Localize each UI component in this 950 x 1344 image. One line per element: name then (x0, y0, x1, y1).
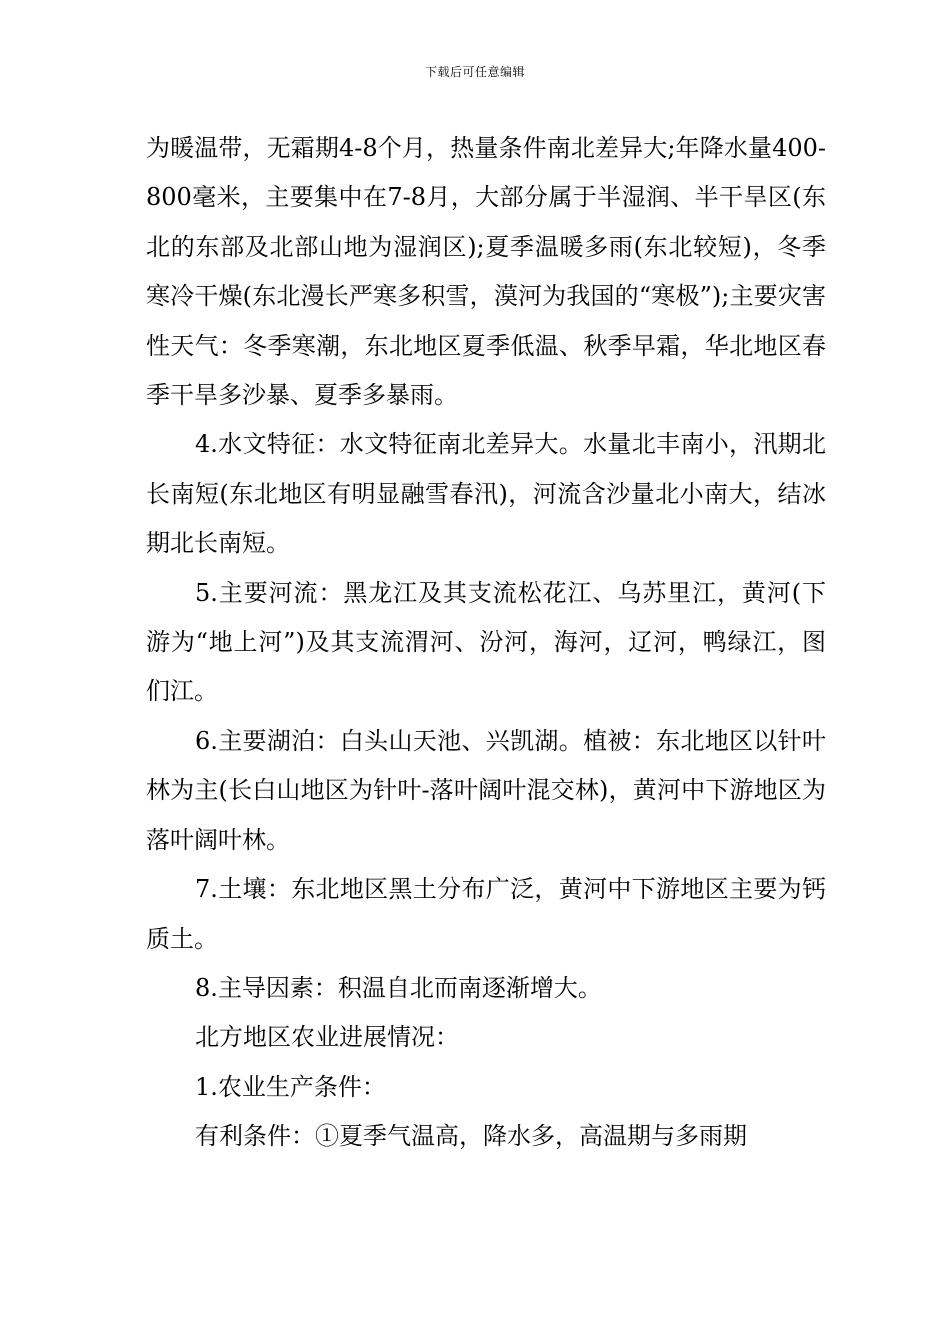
paragraph-dominant-factor: 8.主导因素：积温自北而南逐渐增大。 (195, 973, 602, 1002)
paragraph-hydrology: 4.水文特征：水文特征南北差异大。水量北丰南小，汛期北长南短(东北地区有明显融雪春汛)，河流含沙量北小南大，结冰期北长南短。 (146, 430, 826, 558)
paragraph-favorable-conditions: 有利条件：①夏季气温高，降水多，高温期与多雨期 (195, 1122, 747, 1151)
paragraph-soil: 7.土壤：东北地区黑土分布广泛，黄河中下游地区主要为钙质土。 (146, 875, 826, 953)
paragraph-climate: 为暖温带，无霜期4-8个月，热量条件南北差异大;年降水量400-800毫米，主要集中在7-8月，大部分属于半湿润、半干旱区(东北的东部及北部山地为湿润区);夏季温暖多雨(东北较短)，冬季寒冷干燥(东北漫长严寒多积雪，漠河为我国的“寒极”);主要灾害性天气：冬季寒潮，东北地区夏季低温、秋季早霜，华北地区春季干旱多沙暴、夏季多暴雨。 (146, 134, 826, 410)
paragraph-rivers: 5.主要河流：黑龙江及其支流松花江、乌苏里江，黄河(下游为“地上河”)及其支流渭河、汾河，海河，辽河，鸭绿江，图们江。 (146, 578, 826, 706)
section-heading-agriculture: 北方地区农业进展情况： (195, 1023, 459, 1052)
subheading-production-conditions: 1.农业生产条件： (195, 1072, 386, 1101)
page-header: 下载后可任意编辑 (424, 65, 525, 79)
document-body (146, 124, 826, 1162)
paragraph-lakes-vegetation: 6.主要湖泊：白头山天池、兴凯湖。植被：东北地区以针叶林为主(长白山地区为针叶-落叶阔叶混交林)，黄河中下游地区为落叶阔叶林。 (146, 726, 826, 854)
